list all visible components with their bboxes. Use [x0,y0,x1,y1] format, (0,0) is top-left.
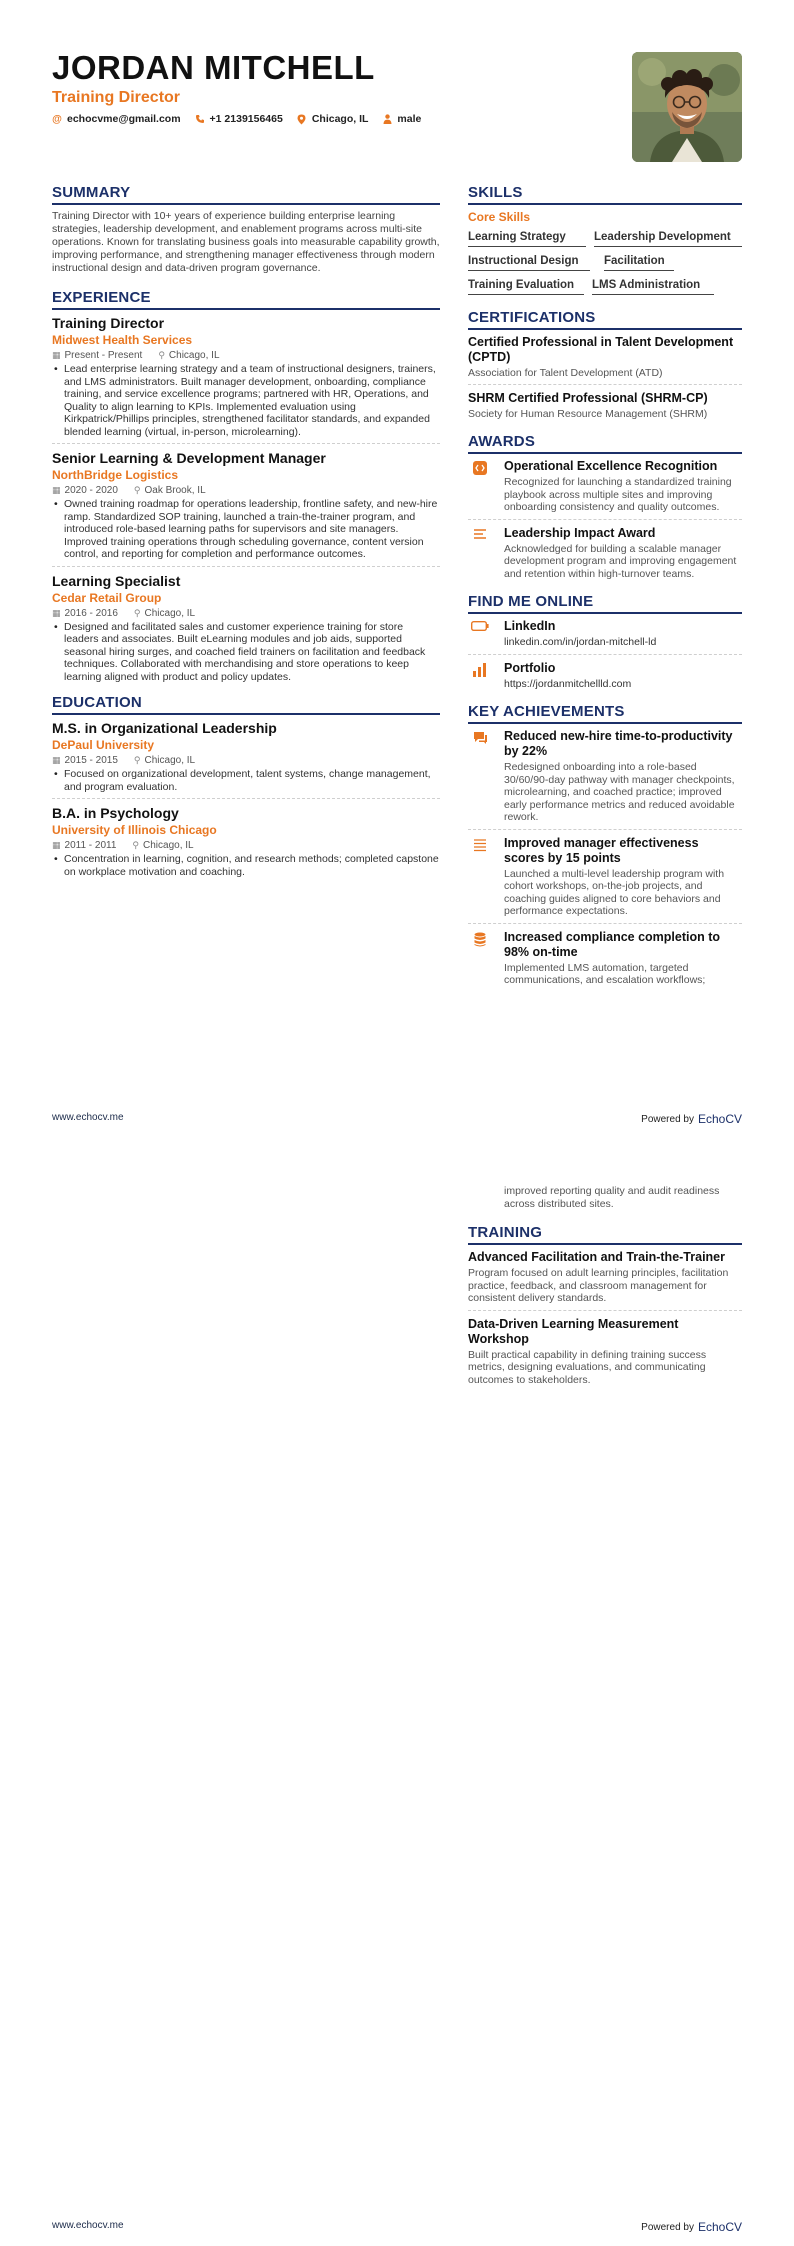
certification-name: Certified Professional in Talent Development (CPTD) [468,335,734,364]
achievement-name: Increased compliance completion to 98% on-time [504,929,721,959]
left-column [52,184,440,889]
training-section [468,1224,742,1391]
contact-email[interactable] [52,113,181,125]
calendar-icon: ▦ [52,607,61,618]
footer-website[interactable]: www.echocv.me [52,2220,124,2231]
education-meta [52,840,440,851]
right-column [468,184,742,998]
achievement-name: Improved manager effectiveness scores by 15 points [504,835,699,865]
education-meta [52,755,440,766]
training-description: Built practical capability in defining training success metrics, designing evaluations, and communicating outcomes to stakeholders. [468,1348,707,1386]
job-company: Cedar Retail Group [52,590,162,605]
certification-item [468,335,742,385]
school-name: University of Illinois Chicago [52,823,217,837]
experience-item [52,315,440,444]
job-title: Learning Specialist [52,572,181,589]
skill-list [468,227,742,299]
education-dates-text: 2011 - 2011 [64,840,117,851]
job-dates-text: 2020 - 2020 [64,485,118,496]
education-dates-text: 2015 - 2015 [64,755,118,766]
contact-phone[interactable] [195,113,283,125]
contact-gender [382,113,421,125]
experience-item [52,573,440,689]
education-section [52,694,440,883]
certifications-section [468,309,742,425]
award-name: Leadership Impact Award [504,525,656,540]
gender-text: male [397,113,422,125]
education-location [134,755,195,766]
candidate-role: Training Director [52,89,181,106]
job-meta [52,350,440,361]
training-name: Data-Driven Learning Measurement Workshop [468,1316,679,1346]
section-title-online: FIND ME ONLINE [468,593,742,614]
job-bullets [52,363,440,438]
award-description: Recognized for launching a standardized training playbook across multiple sites and improving onboarding consistency and quality outcomes. [504,476,732,513]
achievement-description: Launched a multi-level leadership program with cohort workshops, on-the-job projects, and coaching guides aligned to core behaviors and performance expectations. [504,867,725,917]
section-title-achievements: KEY ACHIEVEMENTS [468,703,742,724]
brand-logo[interactable]: EchoCV [697,1112,742,1126]
online-item[interactable] [468,619,742,655]
certification-org: Society for Human Resource Management (SHRM) [468,408,708,420]
job-bullets [52,621,440,684]
right-column-continued [468,1183,742,1397]
degree-title: M.S. in Organizational Leadership [52,720,277,736]
skills-section [468,184,742,299]
education-item [52,720,440,799]
battery-icon [468,619,492,649]
section-title-experience: EXPERIENCE [52,289,440,310]
location-pin-icon: ⚲ [133,485,141,495]
experience-item [52,450,440,567]
achievement-description-continued: improved reporting quality and audit readiness across distributed sites. [504,1185,720,1210]
job-company: NorthBridge Logistics [52,468,179,482]
online-section [468,593,742,695]
person-icon [382,114,392,124]
job-dates [52,350,142,361]
location-pin-icon: ⚲ [133,607,141,618]
powered-by-label: Powered by [641,1113,694,1125]
job-bullet: • Designed and facilitated sales and customer experience training for store leaders and associates. Built eLearning modules and job aids, supported seasonal hiring surges, and coached field trainers on facilitation and feedback techniques. Collaborated with merchandising and store operations to keep learning aligned with product and policy updates. [64,621,440,684]
at-icon: @ [52,113,62,125]
achievement-continuation [468,1183,742,1218]
contact-location [297,113,369,125]
resume-header [52,50,612,125]
education-dates [52,755,118,766]
award-item [468,526,742,586]
skill-tag: Leadership Development [594,227,742,247]
code-icon [468,459,492,514]
education-bullets [52,853,440,878]
skills-subtitle: Core Skills [468,210,531,224]
award-item [468,459,742,520]
job-bullet: • Owned training roadmap for operations leadership, frontline safety, and new-hire ramp. Standardized SOP training, launched a train-the-trainer program, and introduced role-based learning paths for supervisors and site managers. Improved training operations through scheduling governance, content version control, and reporting for completion and performance outcomes. [64,498,440,561]
footer-website[interactable]: www.echocv.me [52,1112,124,1123]
location-pin-icon [297,114,307,125]
education-bullet: • Concentration in learning, cognition, and research methods; completed capstone on workplace motivation and coaching. [64,853,440,878]
powered-by [641,2220,742,2234]
job-location-text: Chicago, IL [144,607,196,619]
job-location [158,350,219,361]
job-dates-text: 2016 - 2016 [64,607,118,619]
phone-icon [195,114,205,124]
online-name: LinkedIn [504,619,556,633]
location-text: Chicago, IL [311,113,369,125]
job-dates [52,485,118,496]
location-pin-icon: ⚲ [132,840,140,850]
skill-tag: Training Evaluation [468,275,584,295]
education-item [52,805,440,883]
training-item [468,1317,742,1392]
award-description: Acknowledged for building a scalable manager development program and improving engagement and retention within high-turnover teams. [504,542,737,580]
resume-page-2 [0,1123,794,2246]
awards-section [468,433,742,585]
training-description: Program focused on adult learning principles, facilitation practice, feedback, and classroom management for consistent delivery standards. [468,1267,729,1304]
job-location [134,485,206,496]
experience-section [52,289,440,688]
database-icon [468,930,492,987]
school-name: DePaul University [52,738,155,752]
education-location-text: Chicago, IL [144,755,196,766]
job-location-text: Chicago, IL [168,350,220,361]
achievement-name: Reduced new-hire time-to-productivity by 22% [504,729,733,758]
training-name: Advanced Facilitation and Train-the-Trainer [468,1250,725,1264]
phone-text: +1 2139156465 [209,113,283,125]
skill-tag: Learning Strategy [468,227,586,247]
job-bullet: • Lead enterprise learning strategy and a team of instructional designers, trainers, and LMS administrators. Built manager development, onboarding, compliance training, and service excellence programs; partnered with HR, Operations, and Quality to align learning to KPIs. Implemented evaluation using Kirkpatrick/Phillips principles, strengthened facilitator standards, and expanded blended learning (virtual, in-person, microlearning). [64,363,440,438]
award-name: Operational Excellence Recognition [504,459,718,473]
job-dates [52,608,118,619]
degree-title: B.A. in Psychology [52,805,179,821]
job-location-text: Oak Brook, IL [144,485,206,496]
online-item[interactable] [468,661,742,696]
section-title-certifications: CERTIFICATIONS [468,309,742,330]
summary-section [52,184,440,275]
certification-org: Association for Talent Development (ATD) [468,367,663,379]
calendar-icon: ▦ [52,350,61,360]
job-title: Senior Learning & Development Manager [52,450,326,466]
powered-by-label: Powered by [641,2221,694,2233]
chat-icon [468,729,492,824]
spacer [468,1183,492,1210]
certification-name: SHRM Certified Professional (SHRM-CP) [468,391,708,405]
online-url[interactable]: https://jordanmitchellld.com [504,677,632,690]
achievement-description: Implemented LMS automation, targeted communications, and escalation workflows; [504,961,706,986]
training-item [468,1250,742,1311]
skill-tag: LMS Administration [592,275,714,295]
calendar-icon: ▦ [52,840,61,850]
list-icon [468,836,492,918]
skill-tag: Instructional Design [468,251,590,271]
education-dates [52,840,116,851]
job-bullets [52,498,440,561]
achievements-section [468,703,742,992]
education-location [132,840,193,851]
candidate-name: JORDAN MITCHELL [52,49,375,86]
achievement-item [468,836,742,924]
location-pin-icon: ⚲ [158,350,165,360]
summary-text: Training Director with 10+ years of experience building enterprise learning strategies, leadership development, and enablement programs across multi-site operations. Known for translating business goals into measurable capability growth, improving performance, and strengthening manager effectiveness through modern instructional design and data-driven program governance. [52,210,440,274]
section-title-awards: AWARDS [468,433,742,454]
section-title-skills: SKILLS [468,184,742,205]
page-footer [52,2220,742,2234]
online-name: Portfolio [504,660,556,675]
online-url[interactable]: linkedin.com/in/jordan-mitchell-ld [504,636,657,648]
achievement-item [468,930,742,992]
job-title: Training Director [52,315,165,331]
achievement-item [468,729,742,830]
job-dates-text: Present - Present [64,350,143,361]
job-meta [52,608,440,619]
job-location [134,608,195,619]
job-meta [52,485,440,496]
section-title-summary: SUMMARY [52,184,440,205]
email-text: echocvme@gmail.com [67,113,181,125]
certification-item [468,391,742,425]
calendar-icon: ▦ [52,755,61,765]
education-location-text: Chicago, IL [143,840,194,851]
bar-chart-icon [468,661,492,691]
education-bullets [52,768,440,793]
education-bullet: • Focused on organizational development, talent systems, change management, and program evaluation. [64,768,440,793]
align-left-icon [468,526,492,581]
location-pin-icon: ⚲ [133,755,141,765]
profile-photo [632,52,742,162]
brand-logo[interactable]: EchoCV [697,2220,742,2234]
section-title-education: EDUCATION [52,694,440,715]
achievement-description: Redesigned onboarding into a role-based 30/60/90-day pathway with manager checkpoints, microlearning, and coached practice; improved early performance metrics and reduced avoidable rework. [504,761,735,823]
skill-tag: Facilitation [604,251,674,271]
contact-row [52,113,612,125]
section-title-training: TRAINING [468,1224,742,1245]
job-company: Midwest Health Services [52,333,193,347]
calendar-icon: ▦ [52,485,61,495]
